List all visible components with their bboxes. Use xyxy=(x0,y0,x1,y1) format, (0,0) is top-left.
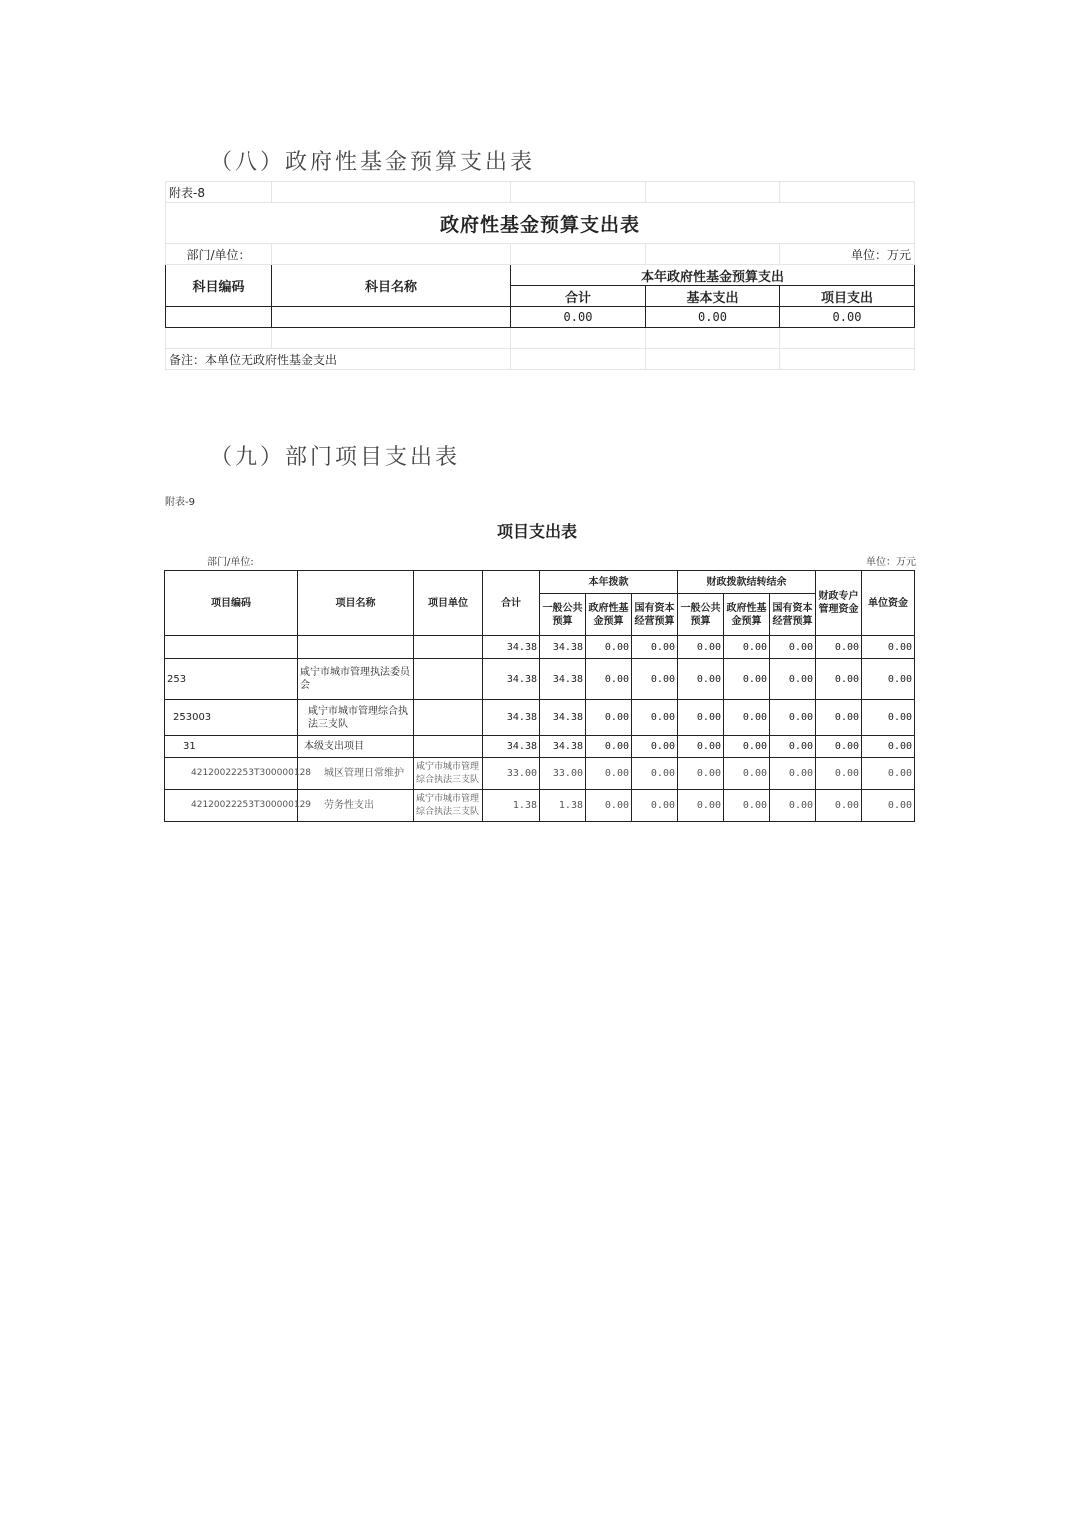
table-row xyxy=(165,736,915,758)
cell-value: 0.00 xyxy=(816,700,862,736)
cell-name: 咸宁市城市管理执法委员会 xyxy=(298,659,414,700)
note: 备注：本单位无政府性基金支出 xyxy=(166,349,511,370)
cell-value: 0.00 xyxy=(724,790,770,822)
cell-value: 0.00 xyxy=(678,736,724,758)
cell-unit xyxy=(414,700,483,736)
cell-value: 0.00 xyxy=(586,659,632,700)
cell-value: 0.00 xyxy=(862,790,915,822)
cell-unit: 咸宁市城市管理综合执法三支队 xyxy=(414,790,483,822)
table-row xyxy=(165,700,915,736)
cell-code: 42120022253T300000128 xyxy=(165,758,298,790)
section-9-heading: （九）部门项目支出表 xyxy=(210,445,461,470)
cell-name: 本级支出项目 xyxy=(298,736,414,758)
cell-value: 0.00 xyxy=(770,736,816,758)
cell-value: 1.38 xyxy=(540,790,586,822)
cell-value: 0.00 xyxy=(586,758,632,790)
table-title-9: 项目支出表 xyxy=(496,522,577,541)
cell-code: 253 xyxy=(165,659,298,700)
cell-value: 0.00 xyxy=(724,636,770,659)
cell-value: 0.00 xyxy=(724,659,770,700)
cell-value: 0.00 xyxy=(862,758,915,790)
unit-label-9: 单位：万元 xyxy=(866,557,916,568)
col-header-gov-fund-carry: 政府性基金预算 xyxy=(724,594,770,636)
cell-name xyxy=(272,307,511,328)
col-header-carryover: 财政拨款结转结余 xyxy=(678,571,816,594)
cell-name: 咸宁市城市管理综合执法三支队 xyxy=(298,700,414,736)
cell-value: 0.00 xyxy=(862,659,915,700)
cell-value: 34.38 xyxy=(540,700,586,736)
dept-label: 部门/单位： xyxy=(166,244,272,265)
cell-value: 0.00 xyxy=(724,758,770,790)
gov-fund-budget-table xyxy=(165,181,915,370)
cell-value: 0.00 xyxy=(770,790,816,822)
cell-unit xyxy=(414,659,483,700)
cell-value: 34.38 xyxy=(540,659,586,700)
cell-value: 0.00 xyxy=(586,636,632,659)
cell-code xyxy=(165,636,298,659)
cell-value: 0.00 xyxy=(770,758,816,790)
table-row xyxy=(165,659,915,700)
cell-value: 33.00 xyxy=(483,758,540,790)
col-header-name: 项目名称 xyxy=(298,571,414,636)
cell-value: 0.00 xyxy=(816,736,862,758)
cell-value: 0.00 xyxy=(862,736,915,758)
cell-value: 34.38 xyxy=(540,636,586,659)
cell-value: 34.38 xyxy=(540,736,586,758)
cell-code xyxy=(166,307,272,328)
col-header-unit-funds: 单位资金 xyxy=(862,571,915,636)
cell-basic: 0.00 xyxy=(646,307,780,328)
attachment-label-9: 附表-9 xyxy=(165,497,195,508)
col-header-special-mgmt: 财政专户管理资金 xyxy=(816,571,862,636)
cell-value: 0.00 xyxy=(586,790,632,822)
unit-label: 单位：万元 xyxy=(780,244,915,265)
dept-label-9: 部门/单位: xyxy=(207,557,254,568)
cell-value: 0.00 xyxy=(770,700,816,736)
cell-value: 0.00 xyxy=(632,700,678,736)
cell-value: 0.00 xyxy=(862,636,915,659)
table-row xyxy=(166,307,915,328)
table-title: 政府性基金预算支出表 xyxy=(166,203,915,244)
col-header-state-capital: 国有资本经营预算 xyxy=(632,594,678,636)
cell-name: 劳务性支出 xyxy=(298,790,414,822)
cell-unit xyxy=(414,636,483,659)
cell-value: 0.00 xyxy=(632,790,678,822)
cell-value: 0.00 xyxy=(586,736,632,758)
cell-value: 0.00 xyxy=(862,700,915,736)
cell-value: 0.00 xyxy=(632,758,678,790)
table-body xyxy=(165,636,915,822)
cell-name xyxy=(298,636,414,659)
col-header-total: 合计 xyxy=(483,571,540,636)
col-header-name: 科目名称 xyxy=(272,265,511,307)
cell-value: 0.00 xyxy=(770,636,816,659)
col-header-code: 科目编码 xyxy=(166,265,272,307)
cell-value: 0.00 xyxy=(724,700,770,736)
col-header-current: 本年拨款 xyxy=(540,571,678,594)
cell-value: 0.00 xyxy=(816,758,862,790)
cell-value: 0.00 xyxy=(678,758,724,790)
col-header-general-carry: 一般公共预算 xyxy=(678,594,724,636)
cell-name: 城区管理日常维护 xyxy=(298,758,414,790)
cell-value: 0.00 xyxy=(678,636,724,659)
table-row xyxy=(165,758,915,790)
col-header-code: 项目编码 xyxy=(165,571,298,636)
cell-value: 0.00 xyxy=(816,636,862,659)
cell-code: 31 xyxy=(165,736,298,758)
cell-value: 0.00 xyxy=(816,790,862,822)
col-header-total: 合计 xyxy=(511,286,646,307)
col-header-state-capital-carry: 国有资本经营预算 xyxy=(770,594,816,636)
cell-unit xyxy=(414,736,483,758)
col-header-basic: 基本支出 xyxy=(646,286,780,307)
cell-unit: 咸宁市城市管理综合执法三支队 xyxy=(414,758,483,790)
cell-value: 0.00 xyxy=(770,659,816,700)
cell-total: 0.00 xyxy=(511,307,646,328)
cell-value: 0.00 xyxy=(724,736,770,758)
col-header-project: 项目支出 xyxy=(780,286,915,307)
cell-value: 34.38 xyxy=(483,636,540,659)
project-expense-table xyxy=(164,570,915,822)
cell-value: 0.00 xyxy=(678,790,724,822)
cell-value: 0.00 xyxy=(632,636,678,659)
table-row xyxy=(165,636,915,659)
cell-value: 34.38 xyxy=(483,700,540,736)
cell-code: 253003 xyxy=(165,700,298,736)
col-header-group: 本年政府性基金预算支出 xyxy=(511,265,915,286)
section-8-heading: （八）政府性基金预算支出表 xyxy=(210,150,536,175)
cell-value: 33.00 xyxy=(540,758,586,790)
cell-code: 42120022253T300000129 xyxy=(165,790,298,822)
cell-value: 0.00 xyxy=(632,659,678,700)
cell-project: 0.00 xyxy=(780,307,915,328)
table-row xyxy=(165,790,915,822)
cell-value: 0.00 xyxy=(816,659,862,700)
col-header-unit: 项目单位 xyxy=(414,571,483,636)
cell-value: 1.38 xyxy=(483,790,540,822)
cell-value: 34.38 xyxy=(483,659,540,700)
cell-value: 0.00 xyxy=(586,700,632,736)
cell-value: 34.38 xyxy=(483,736,540,758)
col-header-general: 一般公共预算 xyxy=(540,594,586,636)
col-header-gov-fund: 政府性基金预算 xyxy=(586,594,632,636)
cell-value: 0.00 xyxy=(632,736,678,758)
cell-value: 0.00 xyxy=(678,700,724,736)
attachment-label: 附表-8 xyxy=(166,182,272,203)
cell-value: 0.00 xyxy=(678,659,724,700)
